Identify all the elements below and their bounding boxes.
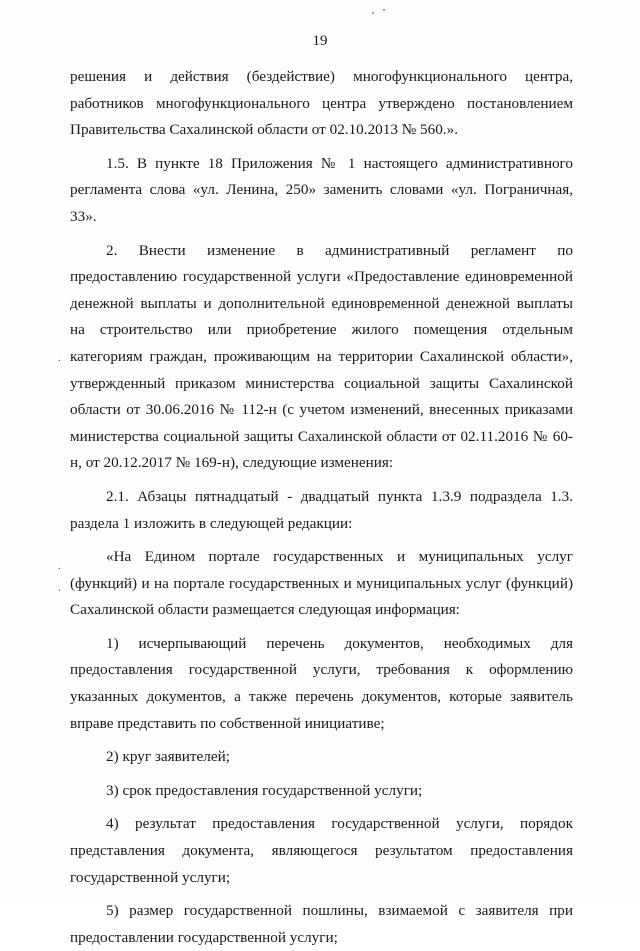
paragraph-quote-intro: «На Едином портале государственных и муниципальных услуг (функций) и на портале государственных и муниципальных услуг (функций) Сахалинской области размещается следующая информация: bbox=[70, 548, 573, 619]
document-body bbox=[70, 64, 573, 951]
page-number: 19 bbox=[312, 33, 328, 49]
paragraph-2-1: 2.1. Абзацы пятнадцатый - двадцатый пункта 1.3.9 подраздела 1.3. раздела 1 изложить в следующей редакции: bbox=[70, 487, 573, 532]
list-item-3: 3) срок предоставления государственной услуги; bbox=[106, 781, 423, 799]
paragraph-2: 2. Внести изменение в административный регламент по предоставлению государственной услуги «Предоставление единовременной денежной выплаты и дополнительной единовременной денежной выплаты на строительство или приобретение жилого помещения отдельным категориям граждан, проживающим на территории Сахалинской области», утвержденный приказом министерства социальной защиты Сахалинской области от 30.06.2016 № 112-н (с учетом изменений, внесенных приказами министерства социальной защиты Сахалинской области от 02.11.2016 № 60-н, от 20.12.2017 № 169-н), следующие изменения: bbox=[70, 241, 573, 472]
margin-mark: . bbox=[58, 352, 61, 364]
margin-mark: . bbox=[58, 560, 61, 572]
list-item-4: 4) результат предоставления государственной услуги, порядок представления документа, являющегося результатом предоставления государственной услуги; bbox=[70, 815, 573, 886]
list-item-1: 1) исчерпывающий перечень документов, необходимых для предоставления государственной услуги, требования к оформлению указанных документов, а также перечень документов, которые заявитель вправе представить по собственной инициативе; bbox=[70, 634, 573, 732]
paragraph-1-5: 1.5. В пункте 18 Приложения № 1 настоящего административного регламента слова «ул. Ленина, 250» заменить словами «ул. Пограничная, 33». bbox=[70, 154, 573, 225]
scan-speck bbox=[372, 12, 374, 14]
list-item-2: 2) круг заявителей; bbox=[106, 748, 230, 766]
scan-speck bbox=[383, 9, 385, 11]
margin-mark: . bbox=[58, 582, 61, 594]
list-item-5: 5) размер государственной пошлины, взимаемой с заявителя при предоставлении государственной услуги; bbox=[70, 902, 573, 946]
paragraph-continuation: решения и действия (бездействие) многофункционального центра, работников многофункционального центра утверждено постановлением Правительства Сахалинской области от 02.10.2013 № 560.». bbox=[70, 68, 573, 139]
